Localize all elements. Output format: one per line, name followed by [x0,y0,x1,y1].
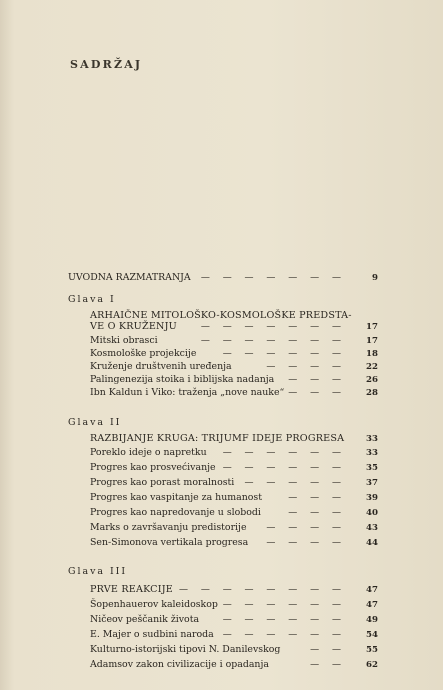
toc-entry: Progres kao vaspitanje za humanost — — — 39 [90,492,378,503]
toc-entry: Šopenhauerov kaleidoskop — — — — — — 47 [90,599,378,610]
chapter-label-1: Glava I [68,294,116,305]
toc-entry: E. Majer o sudbini naroda — — — — — — 54 [90,629,378,640]
toc-entry: Kruženje društvenih uređenja — — — — 22 [90,361,378,372]
chapter-1-title-line1: ARHAIČNE MITOLOŠKO-KOSMOLOŠKE PREDSTA- [90,310,352,321]
toc-entry: Kosmološke projekcije — — — — — — 18 [90,348,378,359]
chapter-label-3: Glava III [68,566,128,577]
chapter-label-2: Glava II [68,417,122,428]
toc-entry: Ničeov peščanik života — — — — — — 49 [90,614,378,625]
toc-entry-page: 17 [366,322,378,332]
chapter-2-title: RAZBIJANJE KRUGA: TRIJUMF IDEJE PROGRESA 33 [90,433,378,444]
page-heading: SADRŽAJ [70,58,143,71]
toc-entry: Progres kao prosvećivanje — — — — — — 35 [90,462,378,473]
toc-entry: Sen-Simonova vertikala progresa — — — — 44 [90,537,378,548]
toc-entry: Marks o završavanju predistorije — — — — 43 [90,522,378,533]
toc-entry-intro: UVODNA RAZMATRANJA — — — — — — — 9 [68,272,378,283]
chapter-1-title-line2: VE O KRUŽENJU — — — — — — — 17 [90,321,378,332]
toc-entry: Ibn Kaldun i Viko: traženja „nove nauke“ — — — 28 [90,387,378,398]
toc-entry-page: 9 [372,273,378,283]
toc-entry: Palingenezija stoika i biblijska nadanja — — — 26 [90,374,378,385]
toc-entry: Progres kao napredovanje u slobodi — — — 40 [90,507,378,518]
toc-entry: Poreklo ideje o napretku — — — — — — 33 [90,447,378,458]
toc-entry: Mitski obrasci — — — — — — — 17 [90,335,378,346]
toc-entry-title: UVODNA RAZMATRANJA [68,272,191,283]
toc-entry: Kulturno-istorijski tipovi N. Danilevskog — — 55 [90,644,378,655]
chapter-3-title: PRVE REAKCIJE — — — — — — — — 47 [90,584,378,595]
toc-entry: Adamsov zakon civilizacije i opadanja — — 62 [90,659,378,670]
toc-entry: Progres kao porast moralnosti — — — — — 37 [90,477,378,488]
